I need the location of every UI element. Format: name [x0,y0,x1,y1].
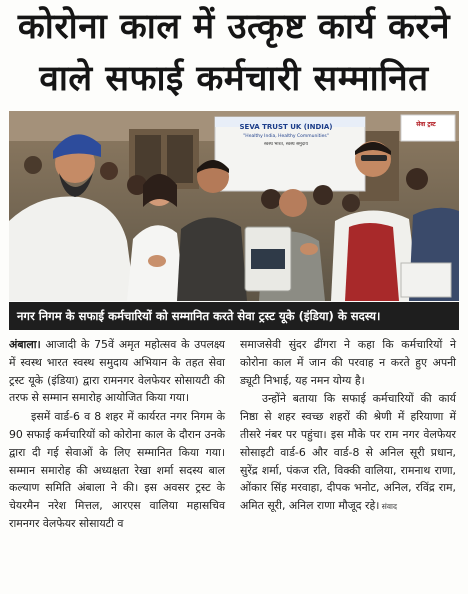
article-paragraph: समाजसेवी सुंदर ढींगरा ने कहा कि कर्मचारियों ने कोरोना काल में जान की परवाह न करते हुए अपनी ड्यूटी निभाई, यह नमन योग्य है। [240,338,456,387]
article-credit: संवाद [379,502,397,512]
banner-org-name: SEVA TRUST UK (INDIA) [239,123,333,131]
article-paragraph: इसमें वार्ड-6 व 8 शहर में कार्यरत नगर निगम के 90 सफाई कर्मचारियों को कोरोना काल के दौरान उनके द्वारा दी गई सेवाओं के लिए सम्मानित किया गया। सम्मान समारोह की अध्यक्षता रेखा शर्मा सदस्य बाल कल्याण समिति अंबाला ने की। इस अवसर ट्रस्ट के चेयरमैन नरेश मित्तल, आरएस वालिया महासचिव रामनगर वेलफेयर सोसायटी व [9,410,225,530]
side-sign: सेवा ट्रस्ट [416,121,436,128]
banner-subtext: स्वस्थ भारत, स्वस्थ समुदाय [264,142,308,147]
dateline: अंबाला। [9,338,41,351]
banner-text [232,123,340,147]
headline-line-1: कोरोना काल में उत्कृष्ट कार्य करने [17,7,451,47]
news-photo [9,111,459,301]
banner-tagline: "Healthy India, Healthy Communities" [243,134,329,139]
article-column-left [9,336,225,533]
article-text: उन्होंने बताया कि सफाई कर्मचारियों की कार्य निष्ठा से शहर स्वच्छ शहरों की श्रेणी में हरियाणा में तीसरे नंबर पर पहुंचा। इस मौके पर राम नगर वेलफेयर सोसाइटी वार्ड-6 और वार्ड-8 से अनिल सूरी प्रधान, सुरेंद्र शर्मा, पंकज रति, विक्की वालिया, रामनाथ राणा, ओंकार सिंह मरवाहा, दीपक भनोट, अनिल, रविंद्र राम, अमित सूरी, अनिल राणा मौजूद रहे। [240,392,456,513]
article-paragraph [9,336,225,407]
headline-line-2: वाले सफाई कर्मचारी सम्मानित [39,59,429,99]
article-text: आजादी के 75वें अमृत महोत्सव के उपलक्ष्य में स्वस्थ भारत स्वस्थ समुदाय अभियान के तहत सेवा ट्रस्ट यूके (इंडिया) द्वारा रामनगर वेलफेयर सोसायटी की तरफ से सम्मान समारोह आयोजित किया गया। [9,338,225,405]
headline [0,0,468,108]
article-paragraph [240,390,456,516]
article-column-right [240,336,456,516]
photo-caption: नगर निगम के सफाई कर्मचारियों को सम्मानित करते सेवा ट्रस्ट यूके (इंडिया) के सदस्य। [9,302,459,330]
